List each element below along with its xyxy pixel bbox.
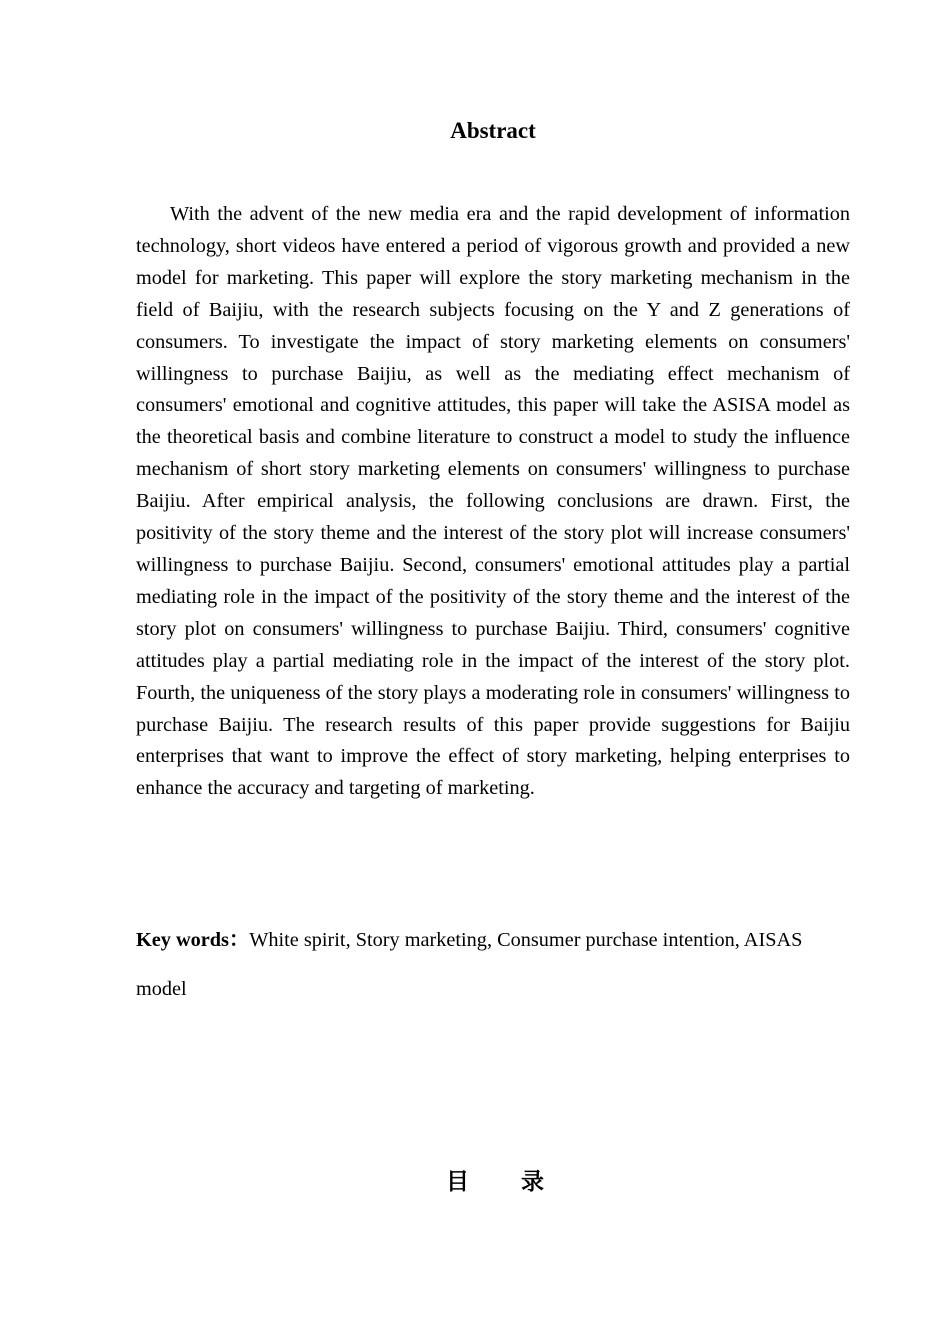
keywords-line: [136, 916, 850, 1014]
keywords-label: Key words: [136, 929, 229, 951]
abstract-title: Abstract: [450, 118, 536, 143]
keywords-list: White spirit, Story marketing, Consumer purchase intention, AISAS model: [136, 929, 803, 1000]
table-of-contents-title: 目录: [446, 1169, 596, 1195]
abstract-body: With the advent of the new media era and the rapid development of information technology, short videos have entered a period of vigorous growth and provided a new model for marketing. This paper will explore the story marketing mechanism in the field of Baijiu, with the research subjects focusing on the Y and Z generations of consumers. To investigate the impact of story marketing elements on consumers' willingness to purchase Baijiu, as well as the mediating effect mechanism of consumers' emotional and cognitive attitudes, this paper will take the ASISA model as the theoretical basis and combine literature to construct a model to study the influence mechanism of short story marketing elements on consumers' willingness to purchase Baijiu. After empirical analysis, the following conclusions are drawn. First, the positivity of the story theme and the interest of the story plot will increase consumers' willingness to purchase Baijiu. Second, consumers' emotional attitudes play a partial mediating role in the impact of the positivity of the story theme and the interest of the story plot on consumers' willingness to purchase Baijiu. Third, consumers' cognitive attitudes play a partial mediating role in the impact of the interest of the story plot. Fourth, the uniqueness of the story plays a moderating role in consumers' willingness to purchase Baijiu. The research results of this paper provide suggestions for Baijiu enterprises that want to improve the effect of story marketing, helping enterprises to enhance the accuracy and targeting of marketing.: [136, 203, 850, 800]
keywords-separator: ：: [228, 929, 250, 951]
